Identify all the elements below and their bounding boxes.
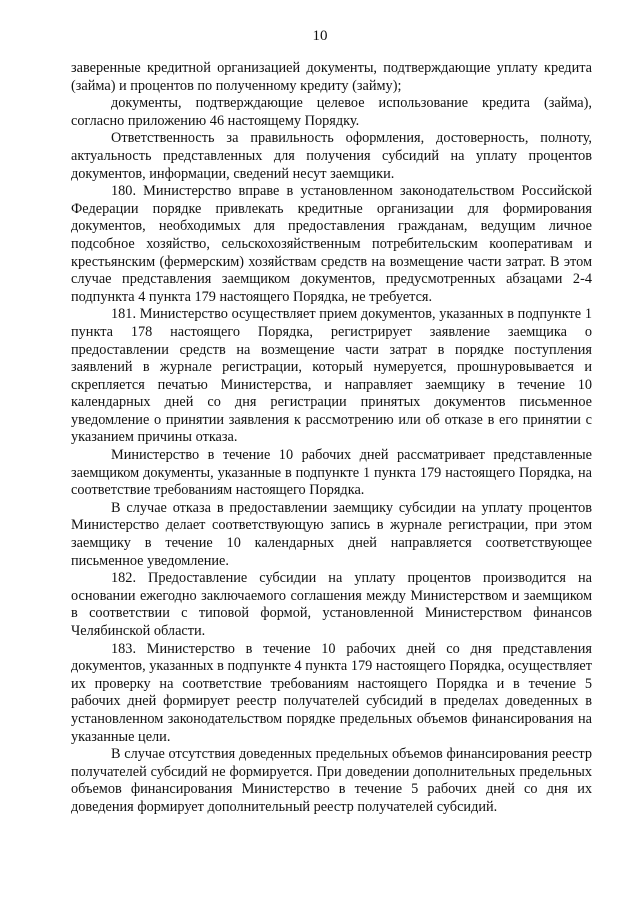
paragraph-183: 183. Министерство в течение 10 рабочих дней со дня представления документов, указанных в подпункте 4 пункта 179 настоящего Порядка, осуществляет их проверку на соответствие требованиям настоящего Порядка и в течение 5 рабочих дней формирует реестр получателей субсидий в пределах доведенных в установленном законодательством порядке предельных объемов финансирования на указанные цели. (71, 640, 592, 745)
paragraph-181-review: Министерство в течение 10 рабочих дней рассматривает представленные заемщиком документы, указанные в подпункте 1 пункта 179 настоящего Порядка, на соответствие требованиям настоящего Порядка. (71, 447, 592, 499)
paragraph-181: 181. Министерство осуществляет прием документов, указанных в подпункте 1 пункта 178 настоящего Порядка, регистрирует заявление заемщика о предоставлении средств на возмещение части затрат в порядке поступления заявлений в журнале регистрации, который нумеруется, прошнуровывается и скрепляется печатью Министерства, и направляет заемщику в течение 10 календарных дней со дня регистрации принятых документов письменное уведомление о принятии заявления к рассмотрению или об отказе в его принятии с указанием причины отказа. (71, 306, 592, 446)
paragraph-183-additional: В случае отсутствия доведенных предельных объемов финансирования реестр получателей субсидий не формируется. При доведении дополнительных предельных объемов финансирования Министерство в течение 5 рабочих дней со дня их доведения формирует дополнительный реестр получателей субсидий. (71, 746, 592, 815)
document-body (71, 60, 592, 817)
page-number: 10 (312, 28, 328, 44)
paragraph-3: Ответственность за правильность оформления, достоверность, полноту, актуальность представленных для получения субсидий на уплату процентов документов, информации, сведений несут заемщики. (71, 130, 592, 182)
paragraph-182: 182. Предоставление субсидии на уплату процентов производится на основании ежегодно заключаемого соглашения между Министерством и заемщиком в соответствии с типовой формой, установленной Министерством финансов Челябинской области. (71, 570, 592, 639)
paragraph-181-refusal: В случае отказа в предоставлении заемщику субсидии на уплату процентов Министерство делает соответствующую запись в журнале регистрации, при этом заемщику в течение 10 календарных дней направляется соответствующее письменное уведомление. (71, 499, 592, 569)
paragraph-2: документы, подтверждающие целевое использование кредита (займа), согласно приложению 46 настоящему Порядку. (71, 95, 592, 129)
paragraph-180: 180. Министерство вправе в установленном законодательством Российской Федерации порядке привлекать кредитные организации для формирования документов, необходимых для предоставления гражданам, ведущим личное подсобное хозяйство, сельскохозяйственным потребительским кооперативам и крестьянским (фермерским) хозяйствам средств на возмещение части затрат. В этом случае представления заемщиком документов, предусмотренных абзацами 2-4 подпункта 4 пункта 179 настоящего Порядка, не требуется. (71, 183, 592, 305)
paragraph-1: заверенные кредитной организацией документы, подтверждающие уплату кредита (займа) и процентов по полученному кредиту (займу); (71, 60, 592, 94)
